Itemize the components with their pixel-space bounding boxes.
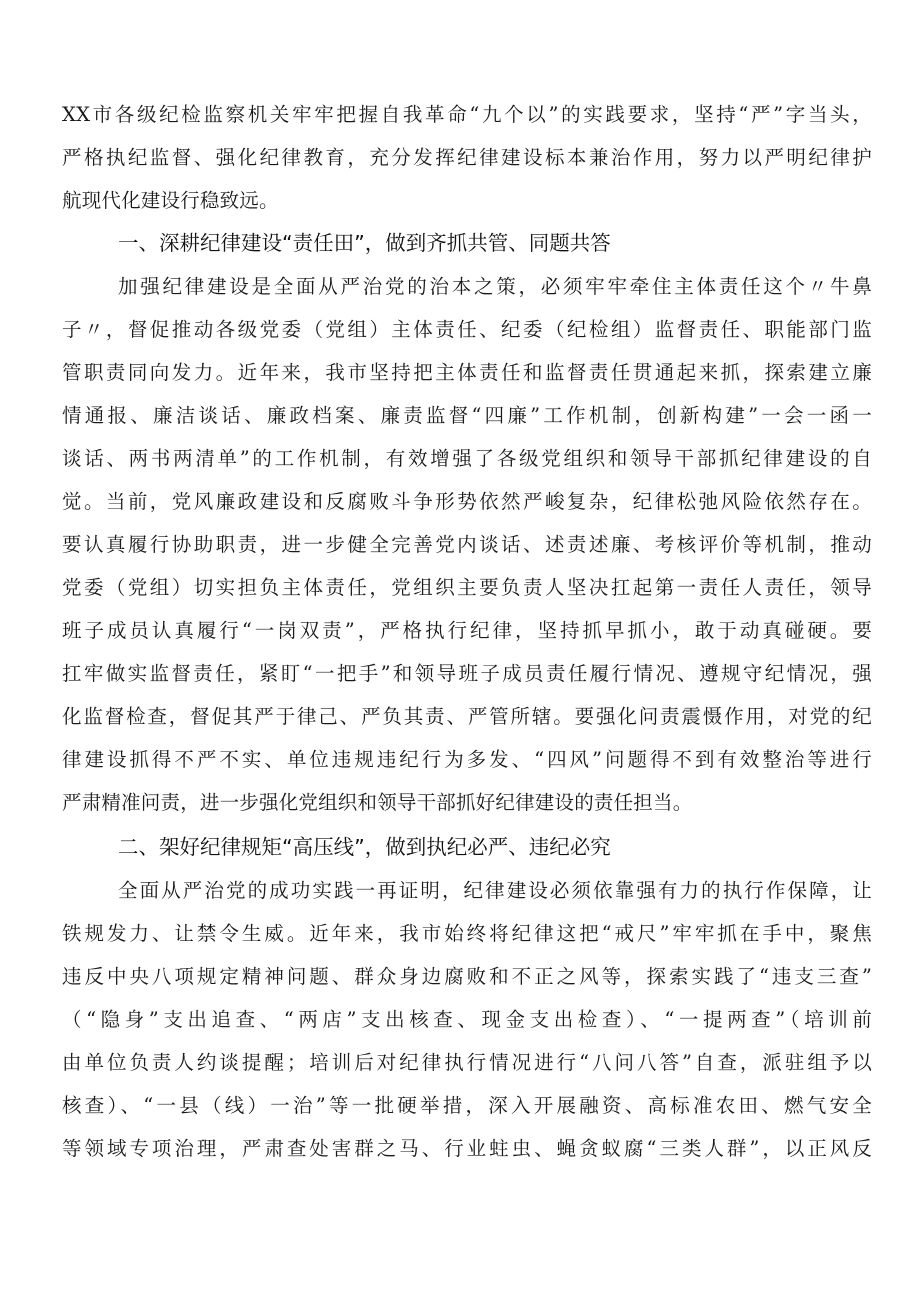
intro-line-2: 严格执纪监督、强化纪律教育，充分发挥纪律建设标本兼治作用，努力以严明纪律护: [62, 146, 872, 169]
intro-line-1: XX市各级纪检监察机关牢牢把握自我革命“九个以”的实践要求，坚持“严”字当头，: [62, 103, 872, 126]
section-1-line-2: 子〃，督促推动各级党委（党组）主体责任、纪委（纪检组）监督责任、职能部门监: [62, 318, 872, 341]
section-1-line-13: 严肃精准问责，进一步强化党组织和领导干部抓好纪律建设的责任担当。: [62, 791, 693, 814]
section-1-line-6: 觉。当前，党风廉政建设和反腐败斗争形势依然严峻复杂，纪律松弛风险依然存在。: [62, 490, 872, 513]
section-2-line-1: 全面从严治党的成功实践一再证明，纪律建设必须依靠强有力的执行作保障，让: [118, 879, 872, 902]
section-1-line-1: 加强纪律建设是全面从严治党的治本之策，必须牢牢牵住主体责任这个〃牛鼻: [118, 275, 872, 298]
section-1-line-3: 管职责同向发力。近年来，我市坚持把主体责任和监督责任贯通起来抓，探索建立廉: [62, 361, 872, 384]
section-1-line-12: 律建设抓得不严不实、单位违规违纪行为多发、“四风”问题得不到有效整治等进行: [62, 748, 872, 771]
section-2-line-2: 铁规发力、让禁令生威。近年来，我市始终将纪律这把“戒尺”牢牢抓在手中，聚焦: [62, 922, 872, 945]
section-1-line-5: 谈话、两书两清单”的工作机制，有效增强了各级党组织和领导干部抓纪律建设的自: [62, 447, 872, 470]
section-2-line-7: 等领域专项治理，严肃查处害群之马、行业蛀虫、蝇贪蚁腐“三类人群”，以正风反: [62, 1137, 872, 1160]
section-2-line-4: （“隐身”支出追查、“两店”支出核查、现金支出检查）、“一提两查”（培训前: [62, 1008, 872, 1031]
section-2-line-6: 核查）、“一县（线）一治”等一批硬举措，深入开展融资、高标准农田、燃气安全: [62, 1094, 872, 1117]
section-1-heading: 一、深耕纪律建设“责任田”，做到齐抓共管、同题共答: [118, 231, 611, 255]
section-1-line-9: 班子成员认真履行“一岗双责”，严格执行纪律，坚持抓早抓小，敢于动真碰硬。要: [62, 619, 872, 642]
section-1-line-11: 化监督检查，督促其严于律己、严负其责、严管所辖。要强化问责震慑作用，对党的纪: [62, 705, 872, 728]
section-2-line-3: 违反中央八项规定精神问题、群众身边腐败和不正之风等，探索实践了“违支三查”: [62, 965, 872, 988]
section-1-line-8: 党委（党组）切实担负主体责任，党组织主要负责人坚决扛起第一责任人责任，领导: [62, 576, 872, 599]
section-2-line-5: 由单位负责人约谈提醒；培训后对纪律执行情况进行“八问八答”自查，派驻组予以: [62, 1051, 872, 1074]
section-1-line-7: 要认真履行协助职责，进一步健全完善党内谈话、述责述廉、考核评价等机制，推动: [62, 533, 872, 556]
section-1-line-4: 情通报、廉洁谈话、廉政档案、廉责监督“四廉”工作机制，创新构建”一会一函一: [62, 404, 872, 427]
intro-line-3: 航现代化建设行稳致远。: [62, 189, 279, 212]
section-1-line-10: 扛牢做实监督责任，紧盯“一把手”和领导班子成员责任履行情况、遵规守纪情况，强: [62, 662, 872, 685]
section-2-heading: 二、架好纪律规矩“高压线”，做到执纪必严、违纪必究: [118, 835, 611, 859]
